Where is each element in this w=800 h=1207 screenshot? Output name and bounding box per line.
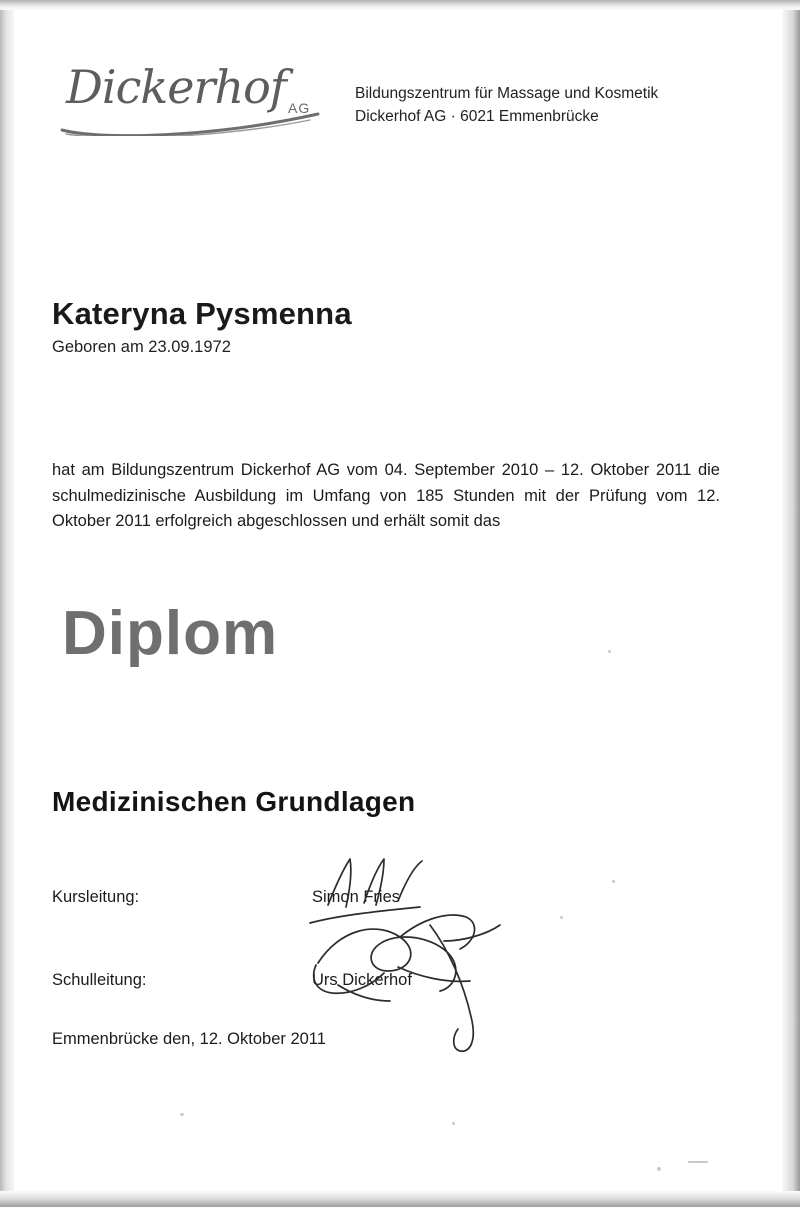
scan-speck	[612, 880, 615, 883]
scan-speck	[560, 916, 563, 919]
scan-speck	[608, 650, 611, 653]
certificate-body-text: hat am Bildungszentrum Dickerhof AG vom 04. September 2010 – 12. Oktober 2011 die schulmedizinische Ausbildung im Umfang von 185 Stunden mit der Prüfung vom 12. Oktober 2011 erfolgreich abgeschlossen und erhält somit das	[52, 461, 720, 531]
scan-speck	[688, 1161, 708, 1163]
signature-label-schulleitung: Schulleitung:	[52, 971, 147, 989]
signature-label-kursleitung: Kursleitung:	[52, 888, 140, 906]
logo-swash-icon	[60, 110, 322, 136]
letterhead-line-1: Bildungszentrum für Massage und Kosmetik	[355, 85, 659, 102]
signature-name-kursleitung: Simon Fries	[312, 888, 401, 906]
letterhead	[60, 58, 740, 148]
award-title: Diplom	[62, 599, 279, 668]
scan-edge-left	[0, 0, 14, 1207]
recipient-birthdate: Geboren am 23.09.1972	[52, 338, 231, 356]
scan-edge-bottom	[0, 1191, 800, 1207]
recipient-name: Kateryna Pysmenna	[52, 296, 352, 331]
dickerhof-logo	[60, 58, 330, 143]
signature-name-schulleitung: Urs Dickerhof	[312, 971, 412, 989]
logo-ag-suffix: AG	[288, 100, 311, 116]
logo-wordmark: Dickerhof	[66, 60, 286, 114]
letterhead-line-2: Dickerhof AG · 6021 Emmenbrücke	[355, 108, 599, 126]
scan-speck	[657, 1167, 661, 1171]
scan-edge-top	[0, 0, 800, 10]
letterhead-address	[355, 82, 658, 129]
award-subject: Medizinischen Grundlagen	[52, 786, 416, 817]
scan-edge-right	[782, 0, 800, 1207]
place-and-date: Emmenbrücke den, 12. Oktober 2011	[52, 1030, 326, 1048]
scan-speck	[452, 1122, 455, 1125]
scan-speck	[180, 1113, 184, 1116]
